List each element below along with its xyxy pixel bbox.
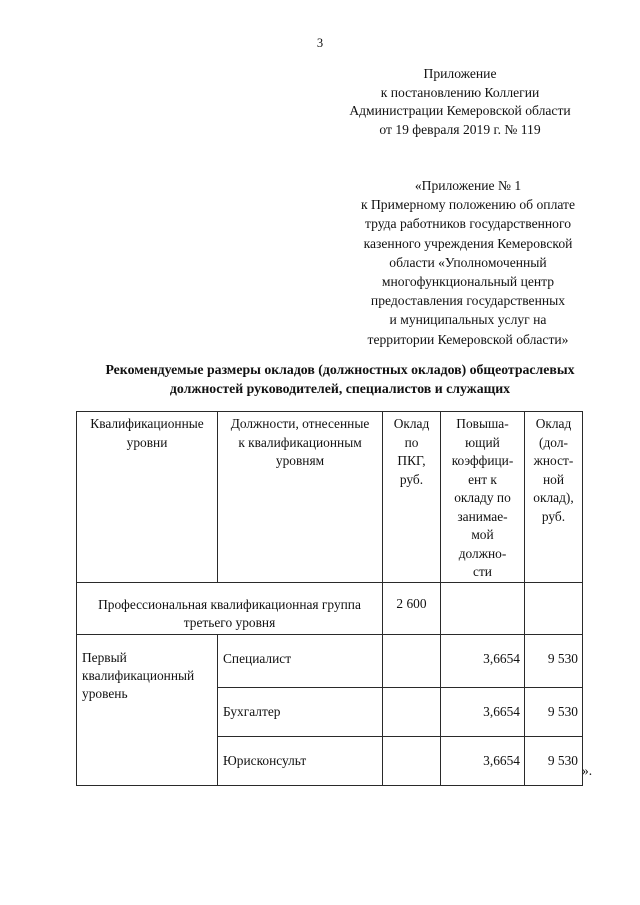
annex-inner-block [338, 176, 598, 349]
annex-inner-line: многофункциональный центр [381, 274, 555, 290]
document-title [60, 361, 620, 398]
annex-inner-line: территории Кемеровской области» [367, 331, 569, 347]
table-row [77, 634, 583, 687]
coefficient-cell: 3,6654 [441, 687, 525, 736]
annex-inner-line: области «Уполномоченный [389, 254, 547, 270]
annex-line: к постановлению Коллегии [380, 84, 540, 100]
group-base-salary: 2 600 [383, 582, 441, 634]
header-cell-salary: Оклад (дол- жност- ной оклад), руб. [525, 412, 583, 583]
position-cell: Юрисконсульт [218, 736, 383, 785]
closing-quote: ». [582, 763, 593, 778]
position-cell: Бухгалтер [218, 687, 383, 736]
header-cell-base-salary: Оклад по ПКГ, руб. [383, 412, 441, 583]
group-empty-cell [441, 582, 525, 634]
position-cell: Специалист [218, 634, 383, 687]
annex-inner-line: и муниципальных услуг на [389, 312, 547, 328]
annex-inner-line: предоставления государственных [370, 293, 566, 309]
annex-line: Администрации Кемеровской области [349, 103, 571, 119]
title-line: должностей руководителей, специалистов и служащих [169, 380, 511, 396]
annex-line: от 19 февраля 2019 г. № 119 [379, 121, 541, 137]
salary-cell: 9 530 [525, 687, 583, 736]
salary-cell: 9 530 [525, 634, 583, 687]
salary-cell: 9 530 [525, 736, 583, 785]
coefficient-cell: 3,6654 [441, 634, 525, 687]
annex-inner-line: казенного учреждения Кемеровской [363, 235, 573, 251]
coefficient-cell: 3,6654 [441, 736, 525, 785]
annex-inner-line: «Приложение № 1 [414, 178, 522, 193]
group-label-cell: Профессиональная квалификационная группа третьего уровня [77, 582, 383, 634]
annex-inner-line: к Примерному положению об оплате [360, 197, 576, 213]
empty-cell [383, 634, 441, 687]
annex-line: Приложение [423, 66, 497, 81]
empty-cell [383, 736, 441, 785]
group-row [77, 582, 583, 634]
table-header-row [77, 412, 583, 583]
header-cell-levels: Квалификационные уровни [77, 412, 218, 583]
page-number: 3 [316, 36, 324, 50]
header-cell-positions: Должности, отнесенные к квалификационным уровням [218, 412, 383, 583]
group-empty-cell [525, 582, 583, 634]
annex-inner-line: труда работников государственного [364, 216, 572, 232]
level-cell: Первый квалификационный уровень [77, 634, 218, 785]
annex-block [330, 65, 590, 139]
header-cell-coefficient: Повыша- ющий коэффици- ент к окладу по занимае- мой должно- сти [441, 412, 525, 583]
salary-table [76, 411, 583, 786]
empty-cell [383, 687, 441, 736]
title-line: Рекомендуемые размеры окладов (должностных окладов) общеотраслевых [105, 362, 575, 377]
